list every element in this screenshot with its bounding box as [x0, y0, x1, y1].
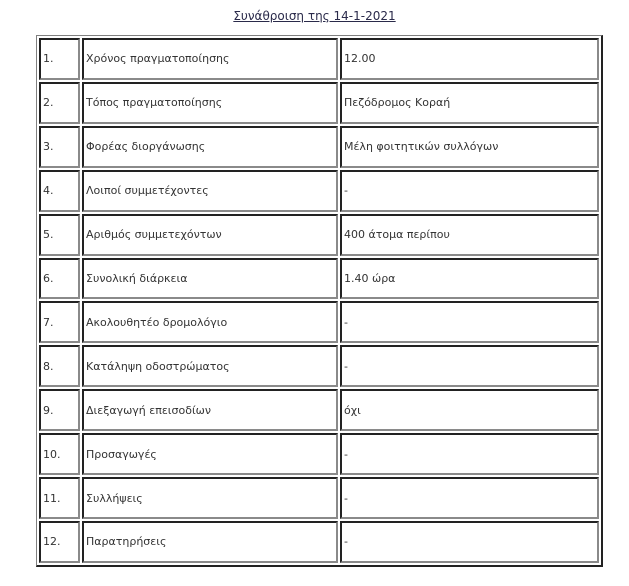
table-row	[39, 521, 599, 563]
row-label: Συνολική διάρκεια	[82, 258, 338, 300]
table-row	[39, 126, 599, 168]
row-value: -	[340, 170, 599, 212]
row-number: 11.	[39, 477, 80, 519]
row-number: 10.	[39, 433, 80, 475]
row-number: 3.	[39, 126, 80, 168]
row-value: 400 άτομα περίπου	[340, 214, 599, 256]
row-label: Διεξαγωγή επεισοδίων	[82, 389, 338, 431]
row-value: 1.40 ώρα	[340, 258, 599, 300]
row-label: Αριθμός συμμετεχόντων	[82, 214, 338, 256]
row-label: Χρόνος πραγματοποίησης	[82, 38, 338, 80]
row-value: Πεζόδρομος Κοραή	[340, 82, 599, 124]
gathering-details-table	[36, 35, 603, 567]
table-row	[39, 170, 599, 212]
page-title-text: Συνάθροιση της 14-1-2021	[233, 9, 396, 23]
row-number: 8.	[39, 345, 80, 387]
page-title	[0, 9, 629, 23]
row-number: 4.	[39, 170, 80, 212]
row-label: Ακολουθητέο δρομολόγιο	[82, 301, 338, 343]
row-label: Προσαγωγές	[82, 433, 338, 475]
row-label: Τόπος πραγματοποίησης	[82, 82, 338, 124]
table-row	[39, 433, 599, 475]
table-row	[39, 345, 599, 387]
row-value: -	[340, 433, 599, 475]
row-label: Κατάληψη οδοστρώματος	[82, 345, 338, 387]
row-number: 2.	[39, 82, 80, 124]
table-row	[39, 258, 599, 300]
row-number: 5.	[39, 214, 80, 256]
table-row	[39, 389, 599, 431]
row-value: Μέλη φοιτητικών συλλόγων	[340, 126, 599, 168]
row-value: 12.00	[340, 38, 599, 80]
row-number: 7.	[39, 301, 80, 343]
table-row	[39, 82, 599, 124]
row-label: Λοιποί συμμετέχοντες	[82, 170, 338, 212]
row-value: -	[340, 345, 599, 387]
table-row	[39, 301, 599, 343]
row-number: 12.	[39, 521, 80, 563]
row-value: -	[340, 521, 599, 563]
row-number: 9.	[39, 389, 80, 431]
table-row	[39, 477, 599, 519]
row-value: όχι	[340, 389, 599, 431]
table-row	[39, 214, 599, 256]
row-value: -	[340, 301, 599, 343]
row-value: -	[340, 477, 599, 519]
row-label: Συλλήψεις	[82, 477, 338, 519]
table-row	[39, 38, 599, 80]
row-label: Φορέας διοργάνωσης	[82, 126, 338, 168]
row-label: Παρατηρήσεις	[82, 521, 338, 563]
row-number: 6.	[39, 258, 80, 300]
row-number: 1.	[39, 38, 80, 80]
